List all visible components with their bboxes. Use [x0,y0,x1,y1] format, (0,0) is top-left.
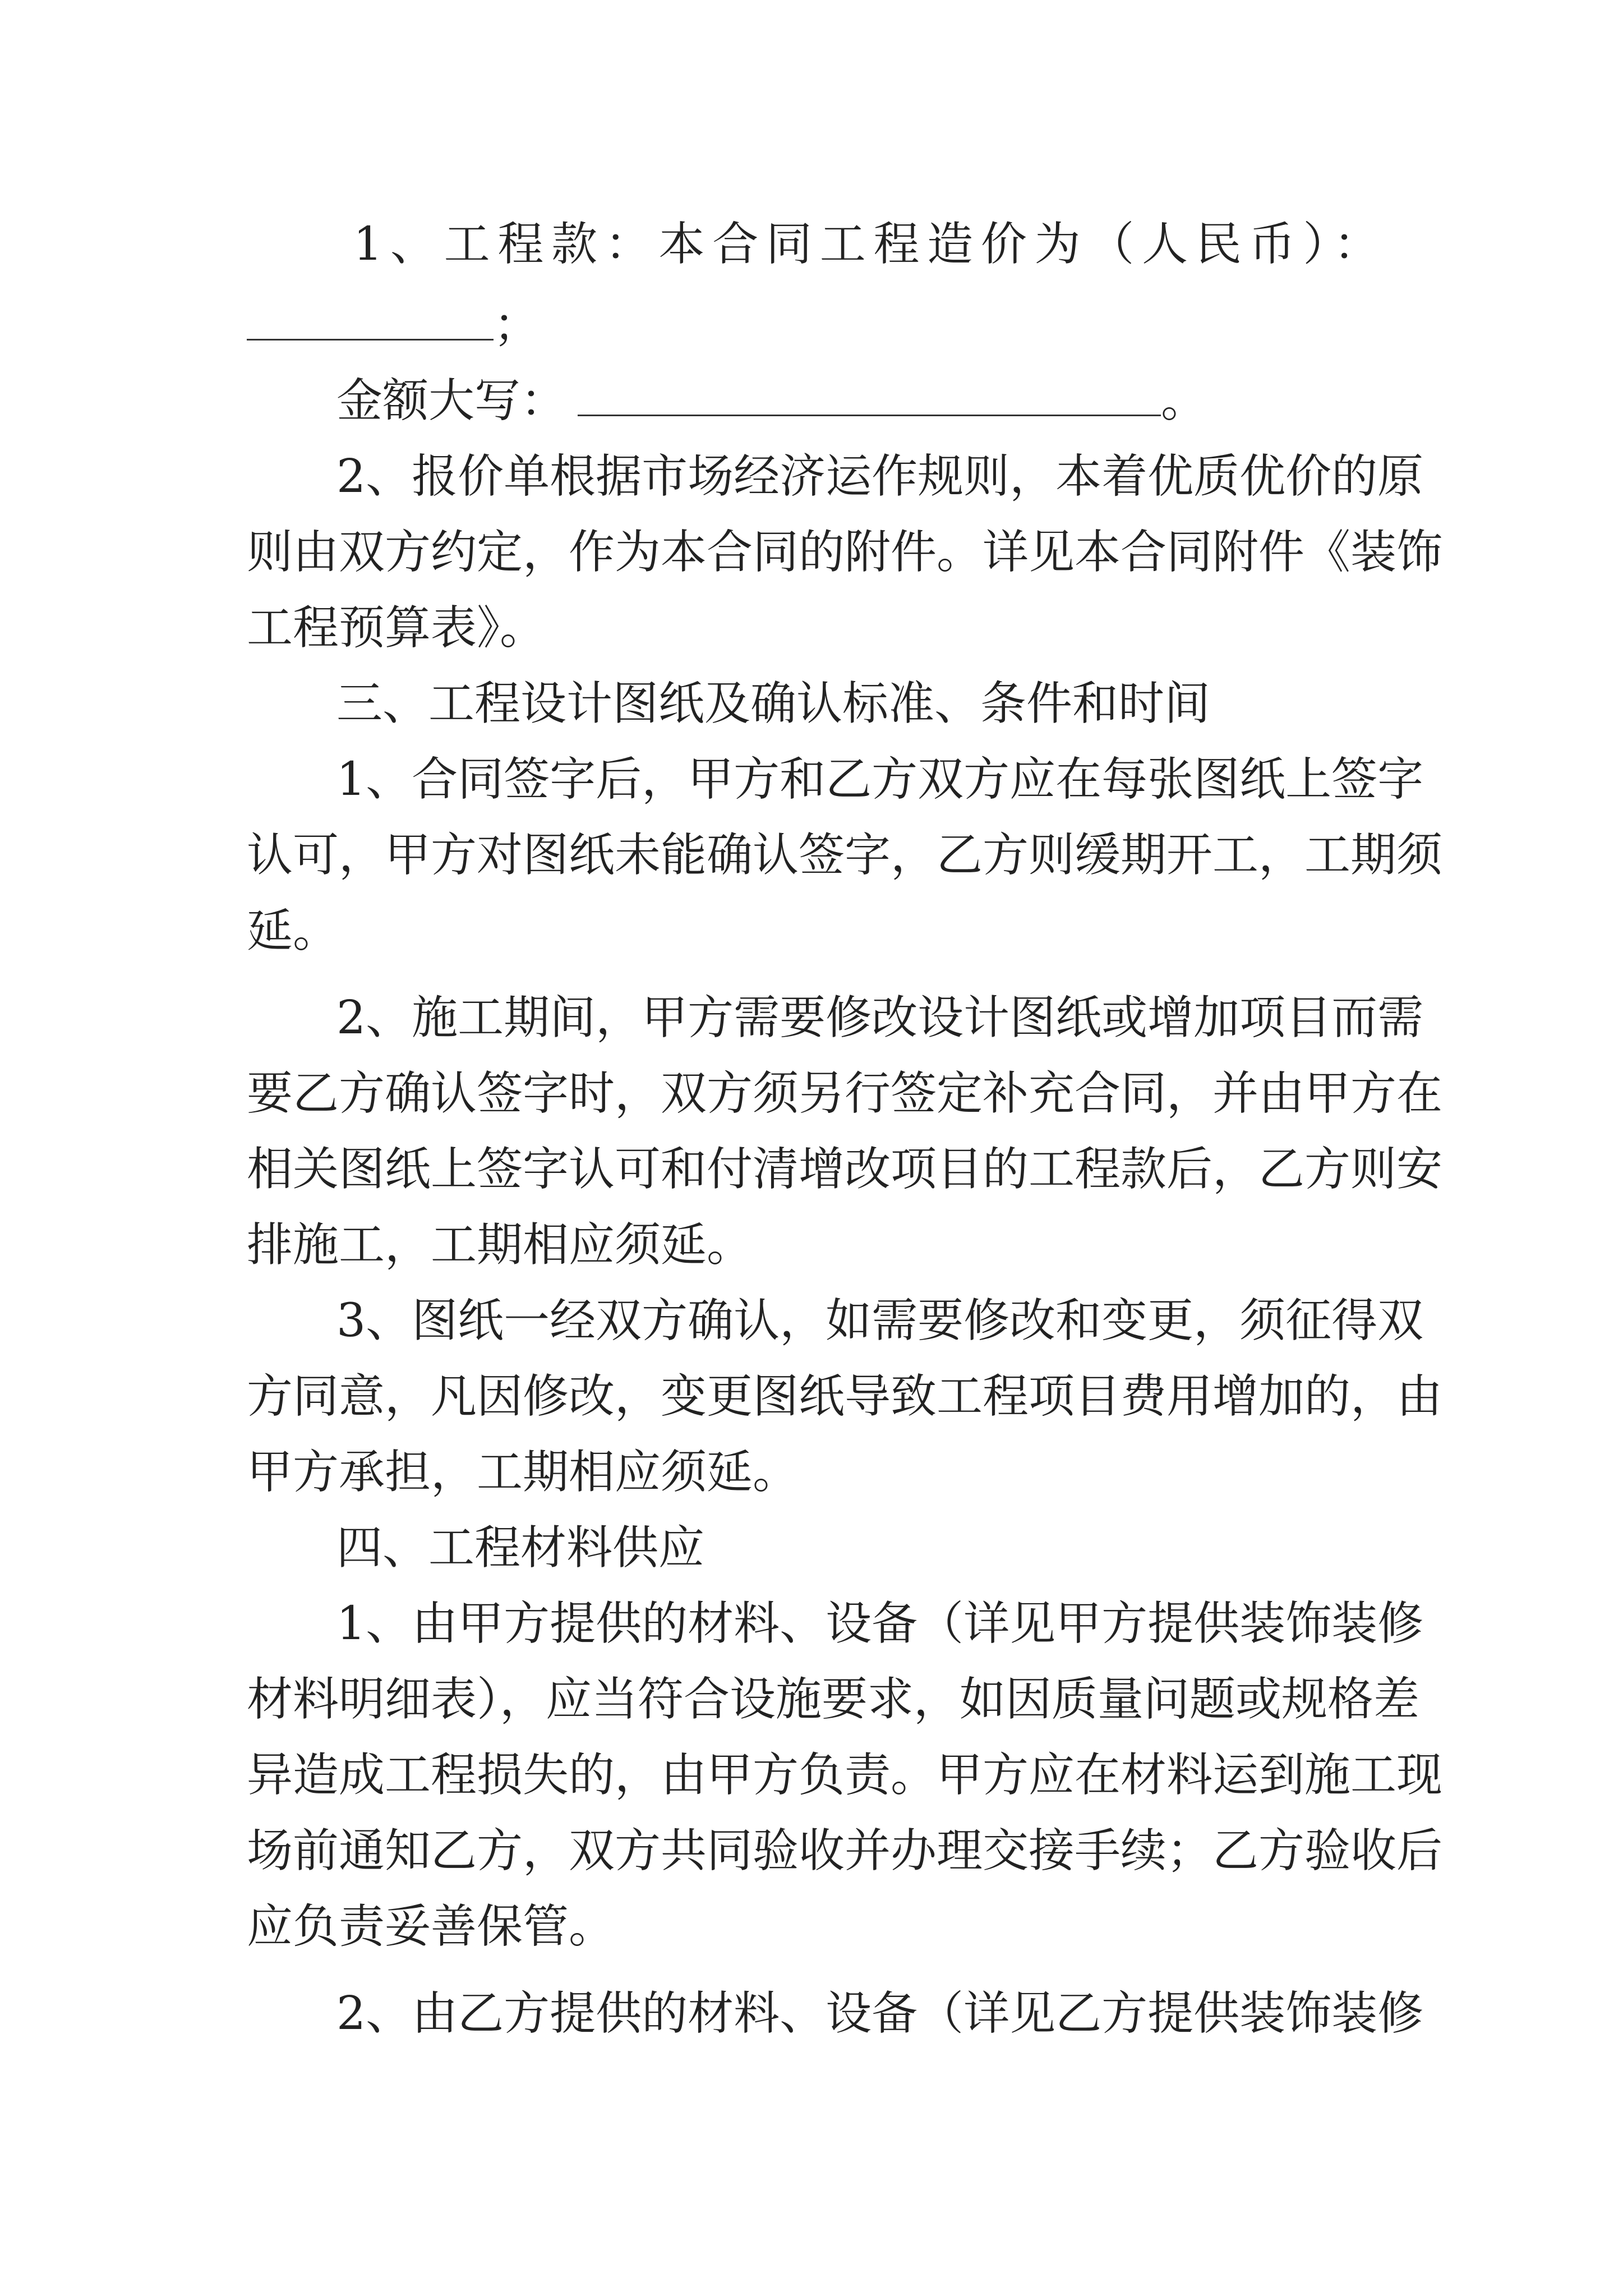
paragraph-line: 1、合同签字后，甲方和乙方双方应在每张图纸上签字 [336,753,1424,806]
paragraph-line: 排施工，工期相应须延。 [247,1218,753,1272]
paragraph-line: 2、报价单根据市场经济运作规则，本着优质优价的原 [336,450,1424,503]
paragraph-line: 1、工程款：本合同工程造价为（人民币）： [353,218,1380,271]
paragraph-line: 1、由甲方提供的材料、设备（详见甲方提供装饰装修 [336,1597,1424,1650]
paragraph-line [247,297,583,353]
paragraph-line: 认可，甲方对图纸未能确认签字，乙方则缓期开工，工期须 [247,829,1443,882]
paragraph-line: 2、施工期间，甲方需要修改设计图纸或增加项目而需 [336,991,1424,1045]
amount-in-words-blank [578,375,1161,416]
paragraph-line: 要乙方确认签字时，双方须另行签定补充合同，并由甲方在 [247,1067,1443,1120]
paragraph-line: 工程预算表》。 [247,601,546,655]
section-heading: 三、工程设计图纸及确认标准、条件和时间 [336,677,1211,730]
section-heading: 四、工程材料供应 [336,1521,705,1575]
line-text: 。 [1161,374,1207,427]
paragraph-line: 3、图纸一经双方确认，如需要修改和变更，须征得双 [336,1294,1424,1347]
paragraph-line [336,373,1290,429]
amount-in-words-label: 金额大写： [336,374,567,427]
paragraph-line: 应负责妥善保管。 [247,1900,615,1953]
paragraph-line: 延。 [247,904,339,958]
paragraph-line: 相关图纸上签字认可和付清增改项目的工程款后，乙方则安 [247,1143,1443,1196]
paragraph-line: 异造成工程损失的，由甲方负责。甲方应在材料运到施工现 [247,1749,1443,1802]
line-text: ； [494,298,540,352]
paragraph-line: 2、由乙方提供的材料、设备（详见乙方提供装饰装修 [336,1987,1424,2040]
paragraph-line: 甲方承担，工期相应须延。 [247,1446,799,1499]
amount-blank [247,300,494,341]
paragraph-line: 方同意，凡因修改，变更图纸导致工程项目费用增加的，由 [247,1370,1443,1423]
paragraph-line: 场前通知乙方，双方共同验收并办理交接手续；乙方验收后 [247,1824,1443,1878]
paragraph-line: 材料明细表），应当符合设施要求，如因质量问题或规格差 [247,1673,1420,1726]
paragraph-line: 则由双方约定，作为本合同的附件。详见本合同附件《装饰 [247,526,1443,579]
